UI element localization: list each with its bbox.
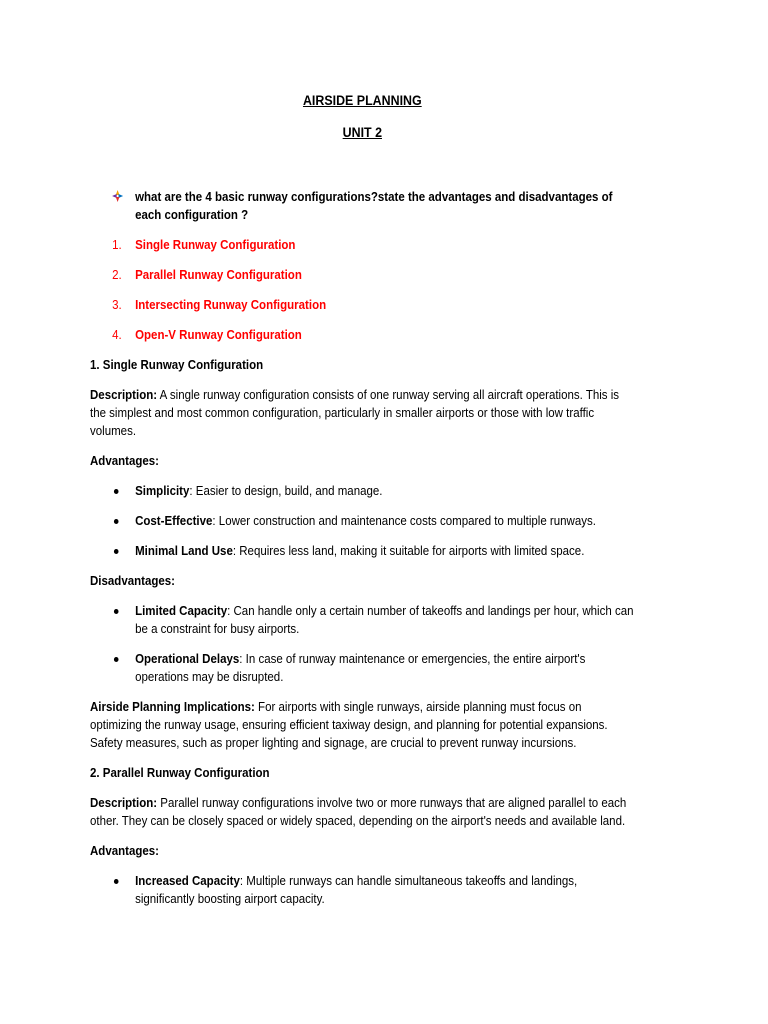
bullet-term: Simplicity bbox=[135, 484, 190, 498]
bullet-item bbox=[90, 872, 635, 908]
description-label: Description: bbox=[90, 796, 158, 810]
configuration-list-item bbox=[90, 236, 635, 254]
bullet-item bbox=[90, 602, 635, 638]
advantages-heading: Advantages: bbox=[90, 454, 160, 468]
bullet-text: : Lower construction and maintenance costs compared to multiple runways. bbox=[212, 514, 596, 528]
list-number: 3. bbox=[112, 298, 122, 312]
implications-text: For airports with single runways, airside planning must focus on optimizing the runway usage, ensuring efficient taxiway design, and planning for potential expansions. Safety measures, such as proper lighting and signage, are crucial to prevent runway incursions. bbox=[90, 700, 608, 750]
bullet-text: : Requires less land, making it suitable for airports with limited space. bbox=[232, 544, 585, 558]
list-number: 4. bbox=[112, 328, 122, 342]
bullet-text: : Can handle only a certain number of takeoffs and landings per hour, which can be a constraint for busy airports. bbox=[135, 604, 634, 636]
implications-label: Airside Planning Implications: bbox=[90, 700, 255, 714]
bullet-dot-icon bbox=[114, 609, 119, 614]
bullet-item bbox=[90, 542, 635, 560]
configuration-list-item bbox=[90, 296, 635, 314]
document-content bbox=[90, 92, 635, 908]
bullet-dot-icon bbox=[114, 489, 119, 494]
question-item bbox=[90, 188, 635, 224]
advantages-list bbox=[90, 482, 635, 560]
bullet-item bbox=[90, 482, 635, 500]
bullet-dot-icon bbox=[114, 519, 119, 524]
bullet-term: Cost-Effective bbox=[135, 514, 213, 528]
bullet-dot-icon bbox=[114, 657, 119, 662]
list-number: 1. bbox=[112, 238, 122, 252]
description-text: Parallel runway configurations involve two or more runways that are aligned parallel to each other. They can be closely spaced or widely spaced, depending on the airport's needs and available land. bbox=[90, 796, 627, 828]
disadvantages-list bbox=[90, 602, 635, 686]
configuration-label: Parallel Runway Configuration bbox=[135, 268, 302, 282]
configuration-list-item bbox=[90, 266, 635, 284]
bullet-term: Limited Capacity bbox=[135, 604, 228, 618]
implications-paragraph bbox=[90, 698, 635, 752]
configuration-label: Single Runway Configuration bbox=[135, 238, 296, 252]
description-text: A single runway configuration consists of one runway serving all aircraft operations. This is the simplest and most common configuration, particularly in smaller airports or those with low traffic volumes. bbox=[90, 388, 620, 438]
bullet-dot-icon bbox=[114, 879, 119, 884]
bullet-item bbox=[90, 650, 635, 686]
bullet-item bbox=[90, 512, 635, 530]
configuration-list bbox=[90, 236, 635, 344]
question-text: what are the 4 basic runway configurations?state the advantages and disadvantages of each configuration ? bbox=[135, 190, 613, 222]
document-title: AIRSIDE PLANNING bbox=[302, 93, 422, 108]
description-label: Description: bbox=[90, 388, 158, 402]
bullet-term: Minimal Land Use bbox=[135, 544, 233, 558]
bullet-text: : Easier to design, build, and manage. bbox=[189, 484, 383, 498]
advantages-list bbox=[90, 872, 635, 908]
bullet-term: Operational Delays bbox=[135, 652, 240, 666]
section-1-heading: 1. Single Runway Configuration bbox=[90, 358, 264, 372]
disadvantages-heading: Disadvantages: bbox=[90, 574, 176, 588]
unit-heading: UNIT 2 bbox=[342, 125, 382, 140]
bullet-text: : Multiple runways can handle simultaneous takeoffs and landings, significantly boosting airport capacity. bbox=[135, 874, 578, 906]
configuration-list-item bbox=[90, 326, 635, 344]
advantages-heading: Advantages: bbox=[90, 844, 160, 858]
section-2-heading: 2. Parallel Runway Configuration bbox=[90, 766, 270, 780]
bullet-dot-icon bbox=[114, 549, 119, 554]
configuration-label: Intersecting Runway Configuration bbox=[135, 298, 327, 312]
four-color-arrow-bullet-icon bbox=[112, 190, 123, 202]
section-2-description bbox=[90, 794, 635, 830]
list-number: 2. bbox=[112, 268, 122, 282]
configuration-label: Open-V Runway Configuration bbox=[135, 328, 302, 342]
bullet-text: : In case of runway maintenance or emergencies, the entire airport's operations may be disrupted. bbox=[135, 652, 586, 684]
section-1-description bbox=[90, 386, 635, 440]
bullet-term: Increased Capacity bbox=[135, 874, 240, 888]
